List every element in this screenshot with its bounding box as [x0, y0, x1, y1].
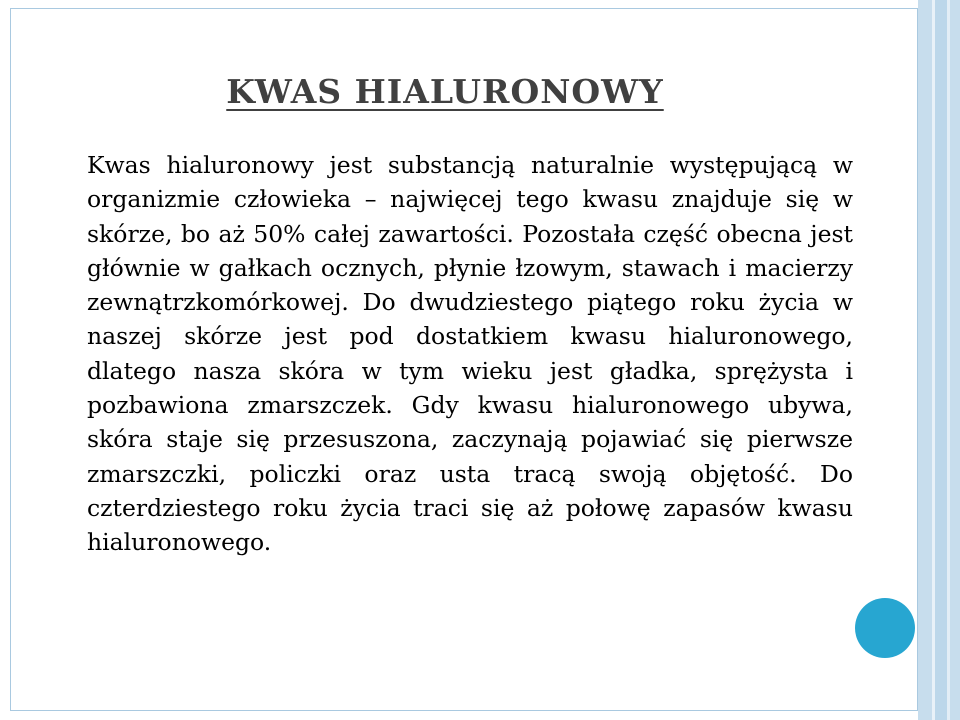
decorative-stripe: [935, 0, 947, 720]
decorative-stripe: [918, 0, 932, 720]
decorative-stripe: [950, 0, 960, 720]
slide-title: KWAS HIALURONOWY: [226, 72, 664, 111]
accent-circle: [855, 598, 915, 658]
slide-body-text: Kwas hialuronowy jest substancją naturalnie występującą w organizmie człowieka – najwięcej tego kwasu znajduje się w skórze, bo aż 50% całej zawartości. Pozostała część obecna jest głównie w gałkach ocznych, płynie łzowym, stawach i macierzy zewnątrzkomórkowej. Do dwudziestego piątego roku życia w naszej skórze jest pod dostatkiem kwasu hialuronowego, dlatego nasza skóra w tym wieku jest gładka, sprężysta i pozbawiona zmarszczek. Gdy kwasu hialuronowego ubywa, skóra staje się przesuszona, zaczynają pojawiać się pierwsze zmarszczki, policzki oraz usta tracą swoją objętość. Do czterdziestego roku życia traci się aż połowę zapasów kwasu hialuronowego.: [87, 151, 853, 557]
